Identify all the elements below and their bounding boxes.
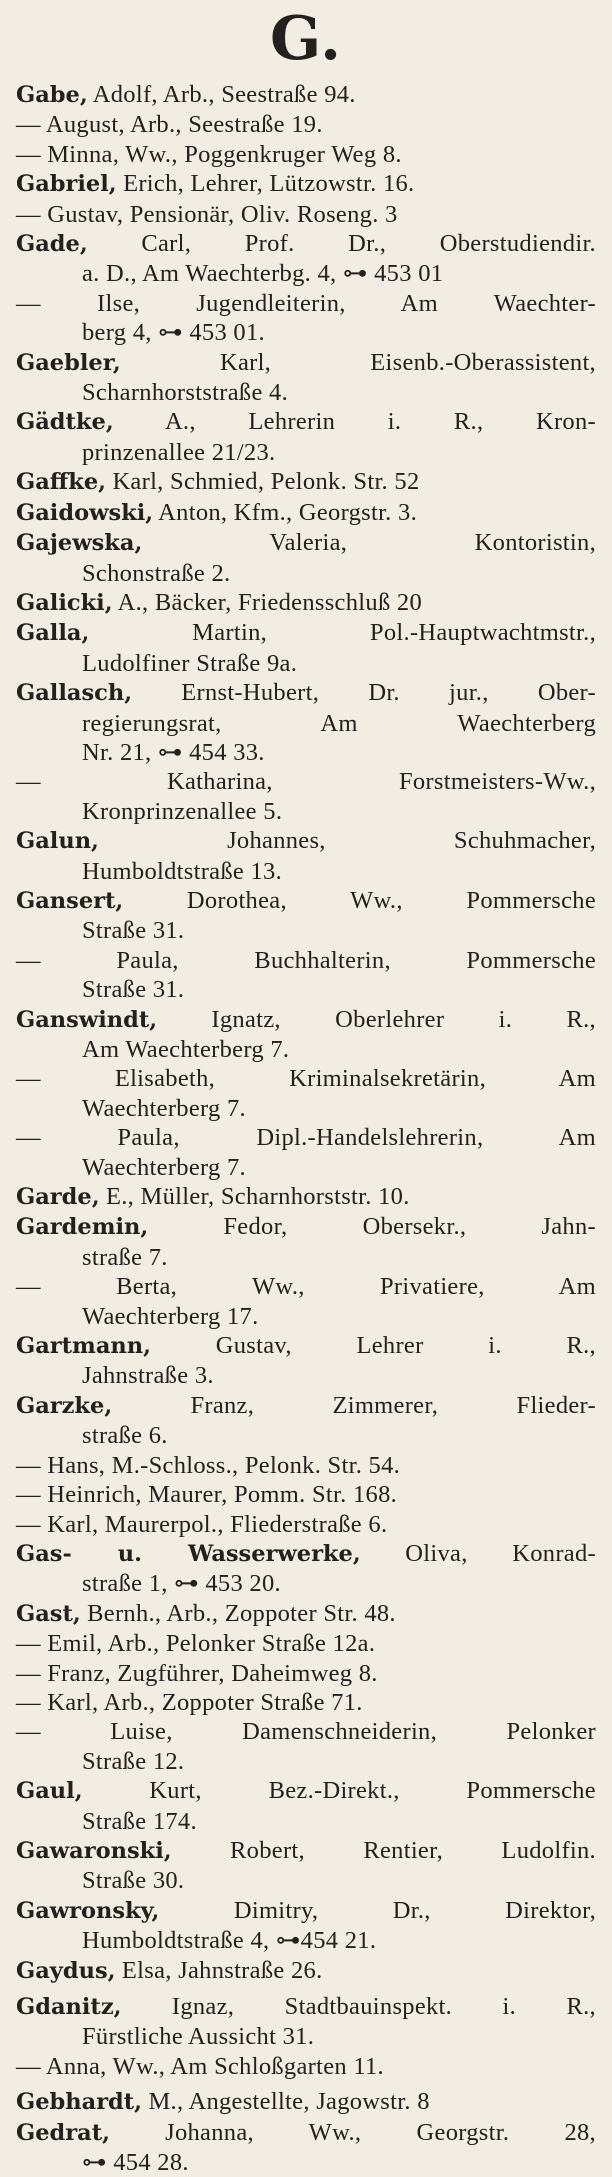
entry-text: Straße 31. [82,917,185,945]
entry-text: Dimitry, Dr., Direktor, [233,1896,596,1924]
entry-continuation-line [16,378,596,407]
entry-text: — Emil, Arb., Pelonker Straße 12a. [16,1630,376,1658]
directory-entry [16,1005,596,1065]
entry-text: — Franz, Zugführer, Daheimweg 8. [16,1659,378,1687]
entry-text: Elsa, Jahnstraße 26. [121,1956,323,1984]
entry-first-line [16,2087,596,2117]
entry-surname: Gabriel, [16,171,117,198]
entry-text: — August, Arb., Seestraße 19. [16,111,323,139]
entry-continuation-line [16,1807,596,1836]
entry-first-line [16,1599,596,1629]
entry-continuation-line [16,975,596,1004]
entry-surname: Galla, [16,620,90,647]
entry-surname: Gade, [16,231,88,258]
directory-entry [16,1836,596,1896]
entry-text: Carl, Prof. Dr., Oberstudiendir. [141,230,596,258]
section-letter-heading: G. [270,4,342,74]
entry-text: Waechterberg 7. [82,1153,246,1181]
entry-text: — Paula, Dipl.-Handelslehrerin, Am [16,1124,596,1152]
directory-entry [16,1182,596,1212]
entry-continuation-line [16,1747,596,1776]
directory-entry [16,1480,596,1509]
entry-text: M., Angestellte, Jagowstr. 8 [148,2088,430,2116]
entry-list [16,80,596,2177]
directory-entry [16,110,596,139]
entry-first-line [16,1836,596,1866]
entry-text: Straße 12. [82,1747,185,1775]
entry-continuation-line [16,857,596,886]
entry-first-line [16,467,596,497]
directory-entry [16,407,596,467]
entry-text: Ignaz, Stadtbauinspekt. i. R., [171,1993,596,2020]
directory-entry [16,1659,596,1688]
entry-first-line [16,1659,596,1688]
entry-first-line [16,1776,596,1806]
entry-text: Straße 30. [82,1867,185,1895]
entry-text: Ernst-Hubert, Dr. jur., Ober- [181,679,596,707]
entry-first-line [16,1992,596,2022]
entry-text: Robert, Rentier, Ludolfin. [230,1836,596,1864]
entry-surname: Garde, [16,1184,100,1211]
entry-first-line [16,169,596,199]
entry-first-line [16,229,596,259]
entry-text: Scharnhorststraße 4. [82,379,289,407]
entry-first-line [16,348,596,378]
directory-entry [16,1510,596,1539]
directory-entry [16,140,596,169]
entry-surname: Gartmann, [16,1333,151,1360]
entry-first-line [16,200,596,229]
entry-surname: Gaffke, [16,469,106,496]
entry-text: Humboldtstraße 13. [82,857,283,885]
entry-first-line [16,618,596,648]
directory-entry [16,348,596,408]
directory-entry [16,498,596,528]
entry-text: prinzenallee 21/23. [82,438,276,466]
entry-surname: Ganswindt, [16,1006,158,1033]
entry-first-line [16,1005,596,1035]
directory-entry [16,2087,596,2117]
entry-text: Humboldtstraße 4, ⊶454 21. [82,1927,377,1955]
entry-first-line [16,1331,596,1361]
entry-surname: Gas- u. Wasserwerke, [16,1540,361,1567]
entry-continuation-line [16,1866,596,1895]
entry-surname: Gaul, [16,1778,83,1805]
entry-surname: Gallasch, [16,680,133,707]
directory-entry [16,1451,596,1480]
entry-first-line [16,2118,596,2148]
entry-surname: Gaydus, [16,1957,116,1984]
entry-continuation-line [16,1153,596,1182]
directory-entry [16,2118,596,2177]
entry-continuation-line [16,1243,596,1272]
entry-surname: Gabe, [16,82,88,108]
entry-first-line [16,1480,596,1509]
entry-text: Nr. 21, ⊶ 454 33. [82,738,265,766]
entry-surname: Gajewska, [16,530,143,557]
entry-text: Franz, Zimmerer, Flieder- [190,1391,596,1419]
entry-text: Fürstliche Aussicht 31. [82,2023,315,2051]
entry-text: A., Bäcker, Friedensschluß 20 [117,588,423,616]
directory-entry [16,886,596,946]
directory-entry [16,169,596,199]
entry-text: Ignatz, Oberlehrer i. R., [211,1005,596,1033]
entry-continuation-line [16,797,596,826]
entry-first-line [16,407,596,437]
directory-entry [16,80,596,110]
entry-text: Bernh., Arb., Zoppoter Str. 48. [87,1599,396,1627]
entry-continuation-line [16,318,596,347]
entry-text: Johanna, Ww., Georgstr. 28, [165,2118,596,2146]
entry-surname: Gaebler, [16,349,121,376]
entry-text: Anton, Kfm., Georgstr. 3. [158,498,418,526]
entry-surname: Gdanitz, [16,1994,122,2020]
directory-entry [16,1391,596,1451]
directory-entry [16,1776,596,1836]
entry-first-line [16,1391,596,1421]
entry-first-line [16,1272,596,1301]
entry-surname: Gardemin, [16,1214,149,1241]
entry-text: a. D., Am Waechterbg. 4, ⊶ 453 01 [82,260,444,288]
directory-entry [16,946,596,1005]
entry-first-line [16,1539,596,1569]
entry-text: straße 6. [82,1422,168,1450]
entry-first-line [16,1451,596,1480]
entry-text: A., Lehrerin i. R., Kron- [164,408,596,436]
entry-first-line [16,1212,596,1242]
directory-entry [16,467,596,497]
entry-text: Waechterberg 17. [82,1302,259,1330]
entry-surname: Garzke, [16,1392,113,1419]
directory-entry [16,1992,596,2052]
entry-text: Kurt, Bez.-Direkt., Pommersche [149,1777,596,1805]
entry-surname: Gast, [16,1600,81,1627]
entry-text: — Gustav, Pensionär, Oliv. Roseng. 3 [16,200,398,228]
entry-surname: Gädtke, [16,409,114,436]
entry-continuation-line [16,649,596,678]
entry-text: — Anna, Ww., Am Schloßgarten 11. [16,2052,384,2080]
entry-text: Martin, Pol.-Hauptwachtmstr., [192,619,596,647]
directory-entry [16,1717,596,1776]
entry-first-line [16,767,596,796]
directory-entry [16,2052,596,2081]
entry-text: — Karl, Arb., Zoppoter Straße 71. [16,1688,363,1716]
entry-surname: Gebhardt, [16,2089,143,2116]
entry-first-line [16,588,596,618]
directory-entry [16,1212,596,1272]
entry-text: straße 7. [82,1243,168,1271]
entry-first-line [16,1629,596,1658]
entry-text: — Hans, M.-Schloss., Pelonk. Str. 54. [16,1451,401,1479]
entry-text: Straße 174. [82,1807,197,1835]
entry-text: Valeria, Kontoristin, [269,529,596,557]
directory-entry [16,229,596,289]
entry-continuation-line [16,559,596,588]
directory-entry [16,826,596,886]
entry-text: Jahnstraße 3. [82,1362,214,1390]
entry-text: Dorothea, Ww., Pommersche [186,886,596,914]
entry-text: E., Müller, Scharnhorststr. 10. [105,1183,410,1211]
entry-first-line [16,1956,596,1986]
directory-entry [16,289,596,348]
entry-continuation-line [16,1302,596,1331]
entry-first-line [16,826,596,856]
directory-entry [16,1123,596,1182]
entry-continuation-line [16,2148,596,2177]
directory-entry [16,1896,596,1956]
entry-surname: Gaidowski, [16,499,154,526]
entry-text: — Elisabeth, Kriminalsekretärin, Am [16,1065,596,1093]
directory-entry [16,1629,596,1658]
directory-entry [16,1064,596,1123]
entry-text: Erich, Lehrer, Lützowstr. 16. [123,170,415,198]
entry-text: Oliva, Konrad- [405,1539,596,1567]
entry-text: straße 1, ⊶ 453 20. [82,1570,281,1598]
entry-text: berg 4, ⊶ 453 01. [82,319,265,347]
entry-text: Adolf, Arb., Seestraße 94. [92,81,356,108]
entry-text: — Karl, Maurerpol., Fliederstraße 6. [16,1510,388,1538]
entry-first-line [16,140,596,169]
entry-text: Am Waechterberg 7. [82,1036,290,1063]
entry-continuation-line [16,916,596,945]
entry-text: Schonstraße 2. [82,559,231,587]
entry-first-line [16,2052,596,2081]
entry-continuation-line [16,1421,596,1450]
directory-entry [16,1956,596,1986]
directory-entry [16,767,596,826]
directory-entry [16,1539,596,1599]
entry-continuation-line [16,1094,596,1123]
entry-surname: Galicki, [16,589,113,616]
entry-continuation-line [16,1569,596,1598]
entry-first-line [16,1717,596,1746]
directory-entry [16,528,596,588]
entry-text: — Heinrich, Maurer, Pomm. Str. 168. [16,1481,398,1509]
entry-text: Ludolfiner Straße 9a. [82,649,298,677]
entry-text: Waechterberg 7. [82,1094,246,1122]
entry-continuation-line [16,438,596,467]
entry-surname: Gedrat, [16,2119,110,2146]
entry-continuation-line [16,259,596,288]
entry-text: — Minna, Ww., Poggenkruger Weg 8. [16,140,402,168]
entry-text: — Paula, Buchhalterin, Pommersche [16,946,596,974]
entry-text: Fedor, Obersekr., Jahn- [223,1213,596,1241]
entry-first-line [16,528,596,558]
entry-text: ⊶ 454 28. [82,2149,189,2177]
entry-text: — Ilse, Jugendleiterin, Am Waechter- [16,289,596,317]
entry-first-line [16,1123,596,1152]
entry-continuation-line [16,1926,596,1955]
entry-text: Karl, Schmied, Pelonk. Str. 52 [112,468,420,496]
entry-first-line [16,886,596,916]
directory-entry [16,1272,596,1331]
entry-continuation-line [16,738,596,767]
directory-entry [16,1688,596,1717]
entry-text: Kronprinzenallee 5. [82,797,283,825]
entry-text: Straße 31. [82,976,185,1004]
entry-first-line [16,1510,596,1539]
entry-first-line [16,946,596,975]
entry-text: Johannes, Schuhmacher, [227,827,596,855]
entry-continuation-line [16,1361,596,1390]
entry-surname: Gansert, [16,887,124,914]
entry-continuation-line [16,2022,596,2051]
entry-first-line [16,498,596,528]
entry-surname: Galun, [16,828,99,855]
entry-first-line [16,1182,596,1212]
directory-entry [16,1599,596,1629]
entry-continuation-line [16,1035,596,1064]
entry-text: — Katharina, Forstmeisters-Ww., [16,768,596,796]
entry-first-line [16,289,596,318]
directory-entry [16,588,596,618]
entry-text: regierungsrat, Am Waechterberg [82,709,596,737]
entry-first-line [16,80,596,110]
directory-entry [16,618,596,678]
entry-surname: Gawaronski, [16,1837,172,1864]
entry-text: Gustav, Lehrer i. R., [215,1332,596,1360]
entry-first-line [16,110,596,139]
entry-first-line [16,1688,596,1717]
entry-first-line [16,678,596,708]
directory-entry [16,678,596,767]
entry-first-line [16,1064,596,1093]
entry-first-line [16,1896,596,1926]
directory-entry [16,1331,596,1391]
entry-continuation-line [16,709,596,738]
directory-entry [16,200,596,229]
entry-text: — Berta, Ww., Privatiere, Am [16,1273,596,1301]
entry-text: Karl, Eisenb.-Oberassistent, [219,348,596,376]
entry-surname: Gawronsky, [16,1897,160,1924]
entry-text: — Luise, Damenschneiderin, Pelonker [16,1718,596,1746]
